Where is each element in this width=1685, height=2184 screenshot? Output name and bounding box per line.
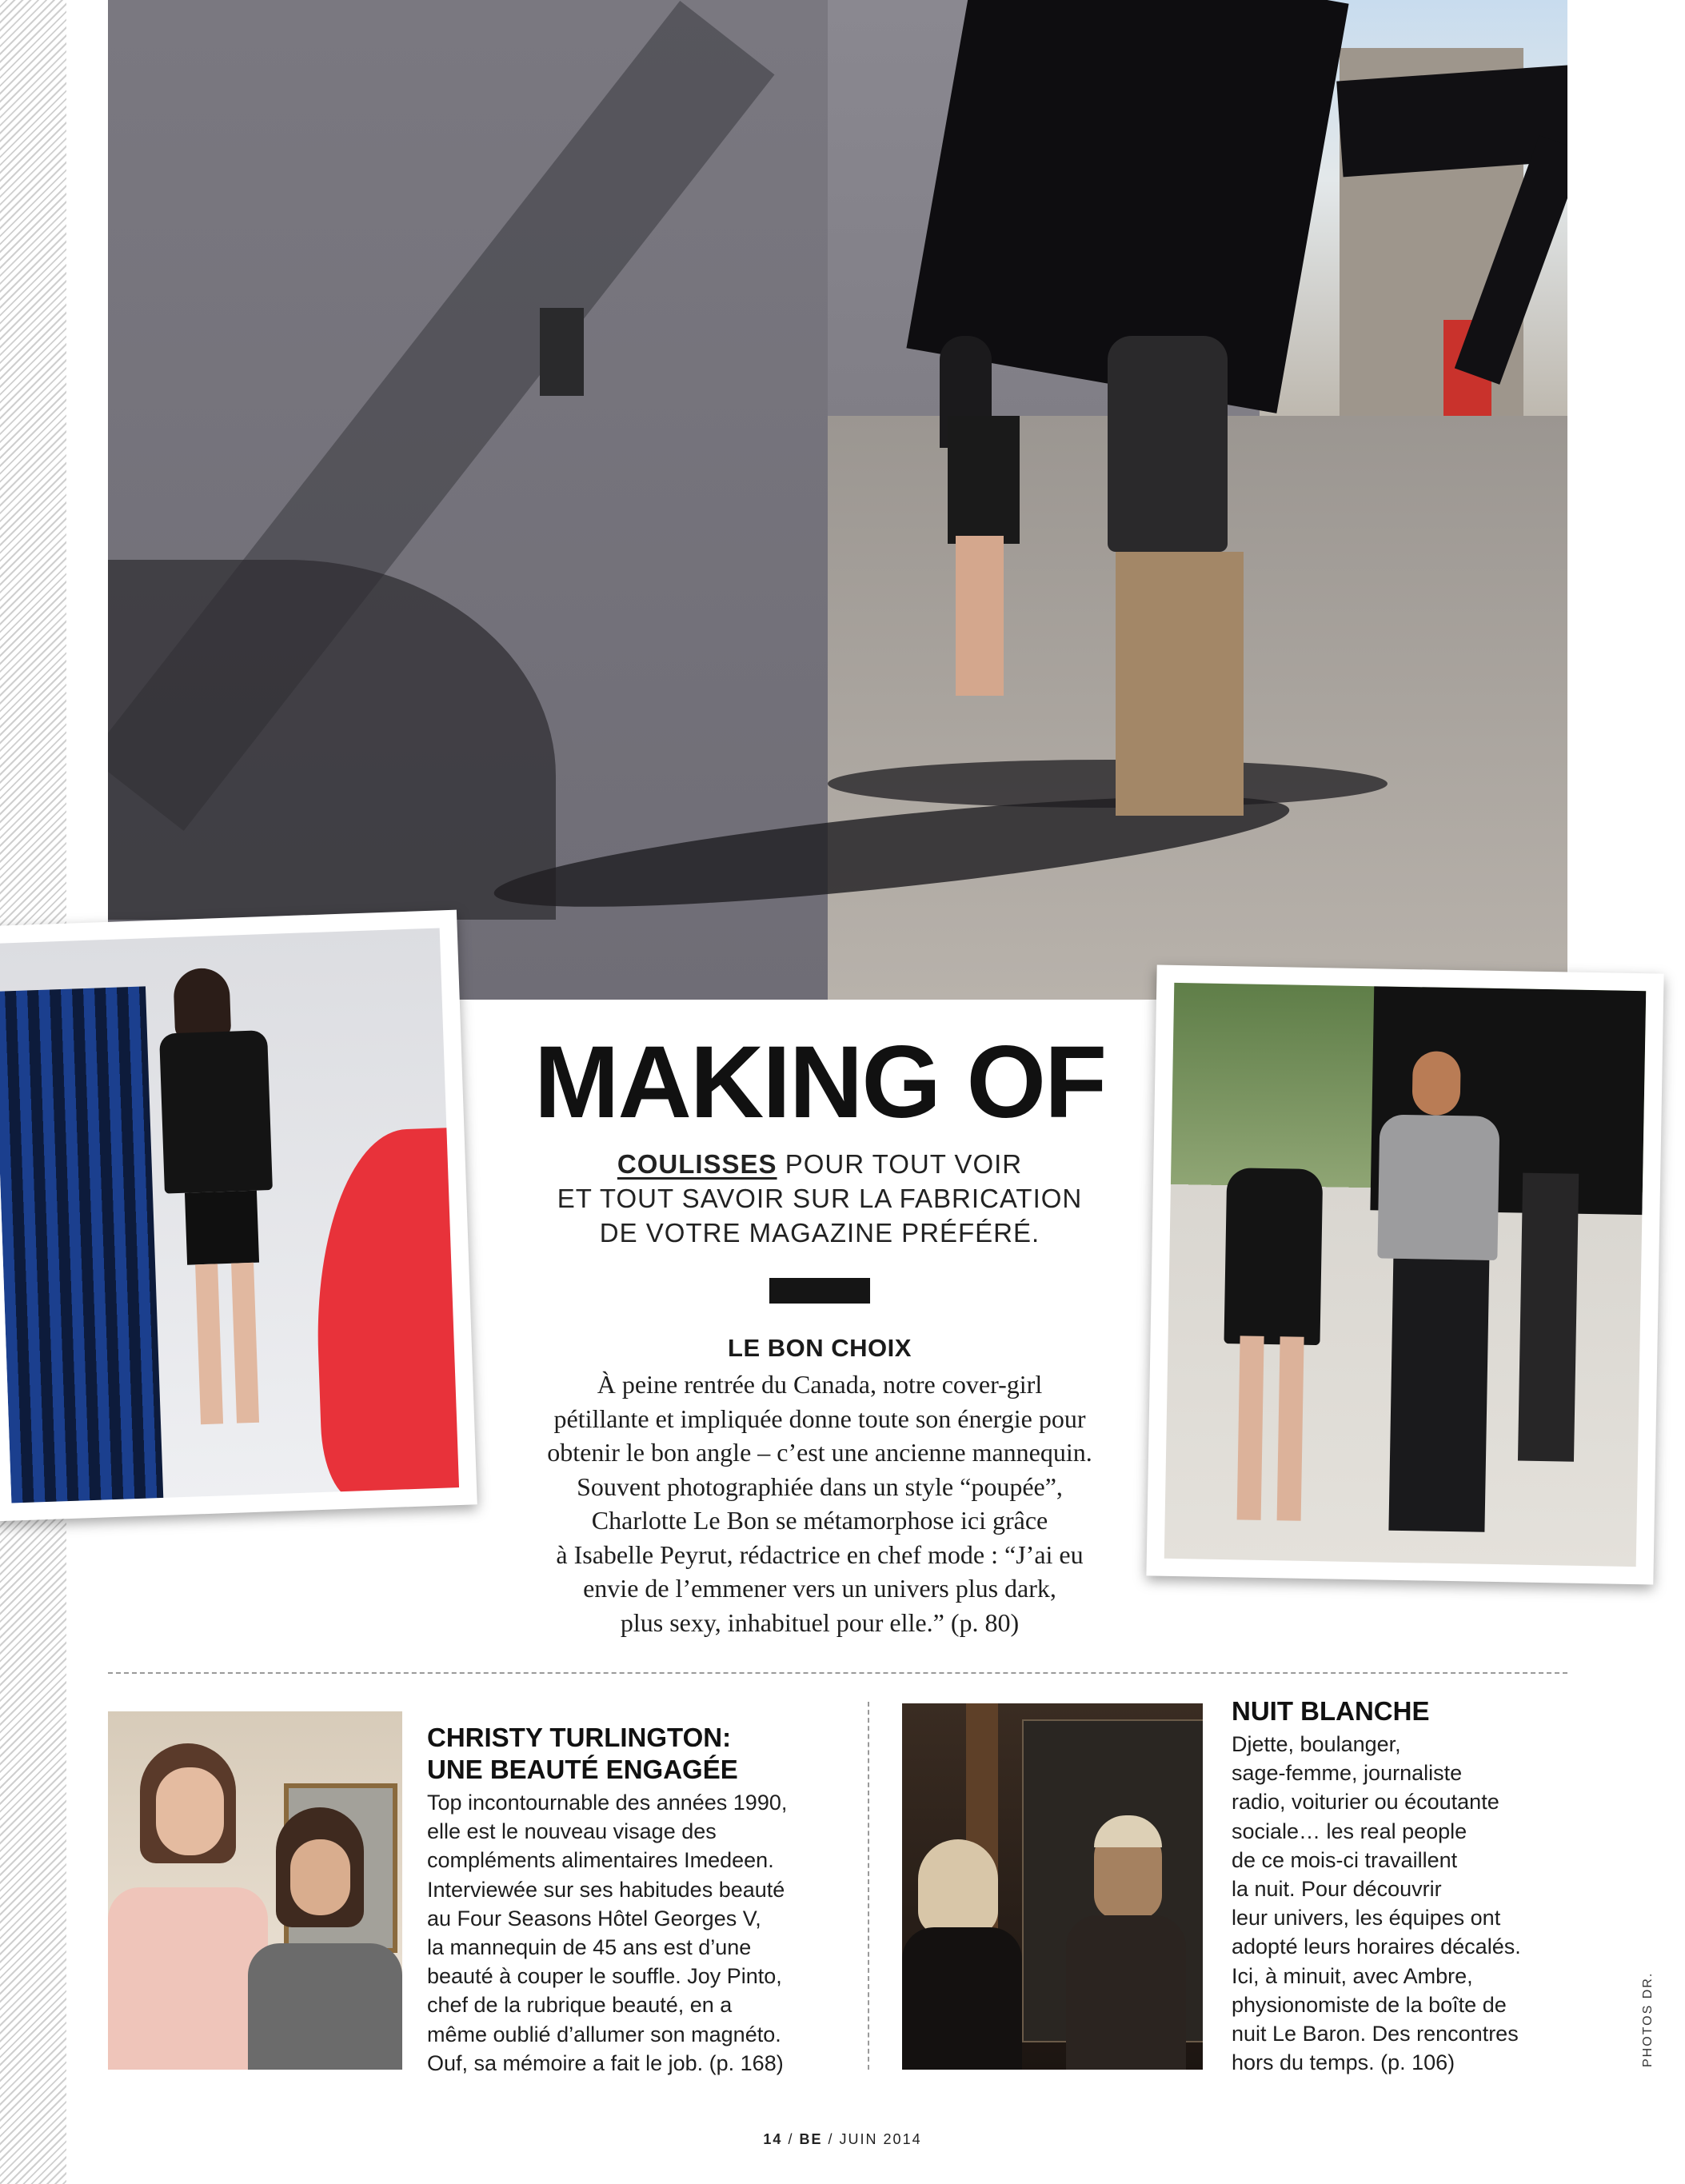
nuit-line: Ici, à minuit, avec Ambre,	[1232, 1963, 1473, 1988]
nuit-blanche-body	[1232, 1730, 1583, 2077]
nuit-line: physionomiste de la boîte de	[1232, 1992, 1507, 2017]
footer-date: JUIN 2014	[839, 2131, 922, 2147]
lede-line-3: DE VOTRE MAGAZINE PRÉFÉRÉ.	[599, 1218, 1040, 1248]
nuit-line: radio, voiturier ou écoutante	[1232, 1790, 1499, 1815]
nuit-line: nuit Le Baron. Des rencontres	[1232, 2022, 1519, 2046]
christy-line: la mannequin de 45 ans est d’une	[427, 1935, 752, 1960]
nuit-line: sage-femme, journaliste	[1232, 1761, 1463, 1786]
christy-photo	[108, 1711, 402, 2070]
studio-photo-right	[1164, 983, 1646, 1567]
feature-line: Charlotte Le Bon se métamorphose ici grâce	[591, 1506, 1048, 1535]
christy-body	[427, 1788, 859, 2078]
feature-line: envie de l’emmener vers un univers plus dark,	[583, 1574, 1056, 1603]
christy-line: beauté à couper le souffle. Joy Pinto,	[427, 1964, 782, 1989]
footer-brand: BE	[799, 2131, 823, 2147]
christy-line: Interviewée sur ses habitudes beauté	[427, 1877, 785, 1902]
photo-frame-studio-left	[0, 910, 477, 1522]
photo-credit: PHOTOS DR.	[1641, 1971, 1655, 2067]
studio-photo-left	[0, 928, 459, 1503]
hero-photo-street-shoot	[108, 0, 1567, 1000]
christy-line: même oublié d’allumer son magnéto.	[427, 2022, 781, 2046]
christy-line: compléments alimentaires Imedeen.	[427, 1848, 774, 1873]
feature-line: obtenir le bon angle – c’est une ancienne mannequin.	[547, 1438, 1092, 1467]
christy-line: chef de la rubrique beauté, en a	[427, 1993, 733, 2018]
christy-heading	[427, 1722, 843, 1786]
nuit-line: Djette, boulanger,	[1232, 1732, 1401, 1756]
christy-line: Top incontournable des années 1990,	[427, 1791, 788, 1815]
lede-keyword: COULISSES	[617, 1149, 777, 1179]
page-number: 14	[763, 2131, 783, 2147]
feature-body	[504, 1367, 1136, 1639]
section-divider-bar	[769, 1278, 870, 1304]
lede-line-1	[488, 1147, 1152, 1181]
page-title: MAKING OF	[533, 1025, 1106, 1140]
page-footer	[0, 2131, 1685, 2148]
vertical-dashed-divider	[868, 1702, 869, 2070]
nuit-line: de ce mois-ci travaillent	[1232, 1847, 1458, 1872]
nuit-line: leur univers, les équipes ont	[1232, 1906, 1501, 1930]
feature-line: plus sexy, inhabituel pour elle.” (p. 80)	[620, 1607, 1020, 1637]
christy-line: au Four Seasons Hôtel Georges V,	[427, 1906, 761, 1930]
feature-line: pétillante et impliquée donne toute son énergie pour	[553, 1403, 1086, 1433]
feature-line: à Isabelle Peyrut, rédactrice en chef mode : “J’ai eu	[556, 1539, 1084, 1569]
nuit-line: adopté leurs horaires décalés.	[1232, 1934, 1521, 1959]
christy-heading-line-1: CHRISTY TURLINGTON:	[427, 1723, 732, 1752]
christy-line: elle est le nouveau visage des	[427, 1819, 717, 1844]
christy-line: Ouf, sa mémoire a fait le job. (p. 168)	[427, 2050, 784, 2075]
photo-frame-studio-right	[1146, 965, 1663, 1585]
footer-separator: /	[828, 2131, 834, 2147]
feature-heading: LE BON CHOIX	[728, 1334, 912, 1362]
lede-line-1-rest: POUR TOUT VOIR	[777, 1149, 1023, 1179]
nuit-blanche-photo	[902, 1703, 1203, 2070]
nuit-line: la nuit. Pour découvrir	[1232, 1877, 1442, 1902]
lede-line-2: ET TOUT SAVOIR SUR LA FABRICATION	[557, 1184, 1083, 1213]
lede-text	[488, 1147, 1152, 1250]
feature-line: À peine rentrée du Canada, notre cover-girl	[597, 1370, 1043, 1399]
footer-separator: /	[788, 2131, 794, 2147]
nuit-blanche-heading: NUIT BLANCHE	[1232, 1696, 1430, 1726]
nuit-line: hors du temps. (p. 106)	[1232, 2050, 1455, 2075]
nuit-line: sociale… les real people	[1232, 1819, 1467, 1843]
feature-line: Souvent photographiée dans un style “poupée”,	[577, 1471, 1063, 1501]
horizontal-dashed-divider	[108, 1672, 1567, 1674]
christy-heading-line-2: UNE BEAUTÉ ENGAGÉE	[427, 1755, 738, 1784]
